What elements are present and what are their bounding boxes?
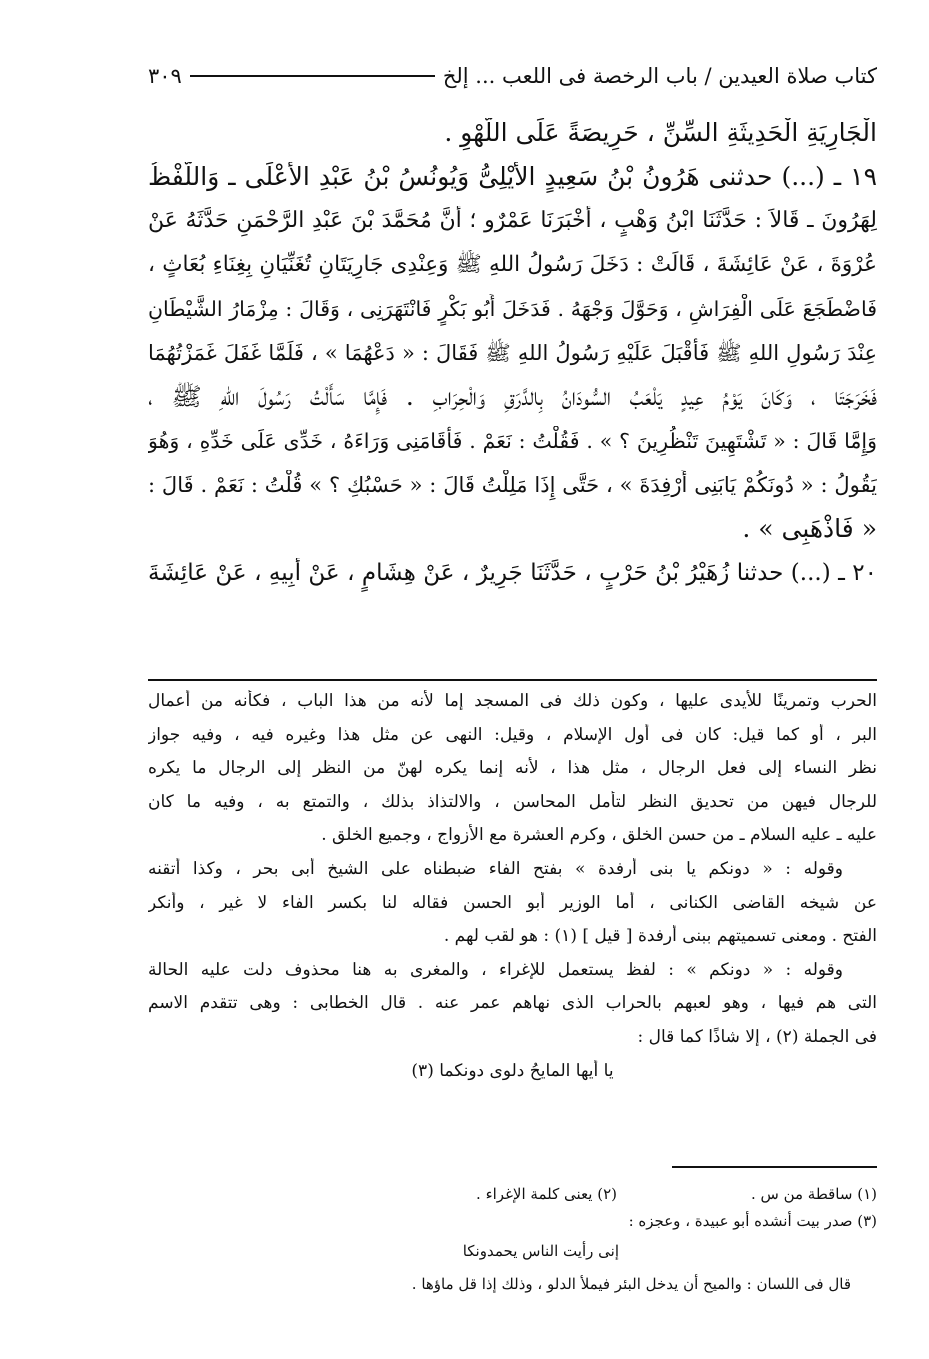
commentary-line: نظر النساء إلى فعل الرجال ، مثل هذا ، لأنه إنما يكره لهنّ من النظر إلى الرجال ما يكره [148, 758, 877, 779]
commentary-line: للرجال فيهن من تحديق النظر لتأمل المحاسن ، والالتذاذ بذلك ، والتمتع به ، وفيه ما كان [148, 791, 877, 812]
page-number: ٣٠٩ [148, 64, 182, 88]
main-line: فَاضْطَجَعَ عَلَى الْفِرَاشِ ، وَحَوَّلَ وَجْهَهُ . فَدَخَلَ أَبُو بَكْرٍ فَانْتَهَرَنِى ، وَقَالَ : مِزْمَارُ الشَّيْطَانِ [148, 297, 877, 321]
main-line: فَخَرَجَتَا ، وَكَانَ يَوْمُ عِيدٍ يَلْعَبُ السُّودَانُ بِالدَّرَقِ وَالْحِرَابِ . فَإِمَّا سَأَلْتُ رَسُولَ اللهِ ﷺ ، [148, 382, 877, 411]
hadith-text [148, 118, 877, 602]
header-title: كتاب صلاة العيدين / باب الرخصة فى اللعب ... إلخ [442, 64, 877, 88]
commentary-line: الحرب وتمرينًا للأيدى عليها ، وكون ذلك فى المسجد إما لأنه من هذا الباب ، فكأنه من أعمال [148, 691, 877, 711]
footnotes [148, 1180, 877, 1300]
main-line: وَإِمَّا قَالَ : « تَشْتَهِينَ تَنْظُرِينَ ؟ » . فَقُلْتُ : نَعَمْ . فَأَقَامَنِى وَرَاءَهُ ، خَدِّى عَلَى خَدِّهِ ، وَهُوَ [148, 429, 877, 453]
running-header [148, 58, 877, 94]
main-line: « فَاذْهَبِى » . [742, 514, 877, 543]
commentary-divider [148, 679, 877, 681]
commentary-line: عليه ـ عليه السلام ـ من حسن الخلق ، وكرم العشرة مع الأزواج ، وجميع الخلق . [321, 825, 877, 846]
commentary-line: وقوله : « دونكم » : لفظ يستعمل للإغراء ، والمغرى به هنا محذوف دلت عليه الحالة [148, 959, 843, 980]
footnote-3: (٣) صدر بيت أنشده أبو عبيدة ، وعجزه : [628, 1211, 877, 1230]
commentary-line: عن شيخه القاضى الكنانى ، أما الوزير أبو الحسن فقاله لنا بكسر الفاء لا غير ، وأنكر [148, 892, 877, 913]
header-rule [190, 75, 435, 77]
footnote-1: (١) ساقطة من س . [750, 1184, 877, 1203]
main-line: عِنْدَ رَسُولِ اللهِ ﷺ فَأَقْبَلَ عَلَيْهِ رَسُولُ اللهِ ﷺ فَقَالَ : « دَعْهُمَا » ، فَلَمَّا غَفَلَ غَمَزْتُهُمَا [148, 341, 877, 365]
commentary-line: الفتح . ومعنى تسميتهم ببنى أرفدة [ قيل ] (١) : هو لقب لهم . [443, 926, 877, 947]
main-line: الْجَارِيَةِ الْحَدِيثَةِ السِّنِّ ، حَرِيصَةً عَلَى اللَّهْوِ . [444, 118, 877, 147]
main-line: لِهَرُونَ ـ قَالاَ : حَدَّثَنَا ابْنُ وَهْبٍ ، أَخْبَرَنَا عَمْرٌو ؛ أَنَّ مُحَمَّدَ بْنَ عَبْدِ الرَّحْمَنِ حَدَّثَهُ عَنْ [148, 208, 877, 233]
main-line: ٢٠ ـ (...) حدثنا زُهَيْرُ بْنُ حَرْبٍ ، حَدَّثَنَا جَرِيرٌ ، عَنْ هِشَامٍ ، عَنْ أَبِيهِ ، عَنْ عَائِشَةَ [148, 560, 877, 586]
commentary-text [148, 690, 877, 1093]
commentary-line: فى الجملة (٢) ، إلا شاذًا كما قال : [637, 1026, 877, 1047]
main-line: عُرْوَةَ ، عَنْ عَائِشَةَ ، قَالَتْ : دَخَلَ رَسُولُ اللهِ ﷺ وَعِنْدِى جَارِيَتَانِ تُغَنِّيَانِ بِغِنَاءِ بُعَاثٍ ، [148, 252, 877, 277]
footnote-lisan: قال فى اللسان : والميح أن يدخل البئر فيملأ الدلو ، وذلك إذا قل ماؤها . [411, 1274, 851, 1293]
footnote-2: (٢) يعنى كلمة الإغراء . [476, 1184, 617, 1203]
main-line: ١٩ ـ (...) حدثنى هَرُونُ بْنُ سَعِيدٍ الأَيْلِىُّ وَيُونُسُ بْنُ عَبْدِ الأَعْلَى ـ وَاللَّفْظُ [148, 162, 877, 191]
footnote-verse: إنى رأيت الناس يحمدونكا [462, 1241, 619, 1260]
footnote-row [148, 1180, 877, 1207]
commentary-line: وقوله : « دونكم يا بنى أرفدة » بفتح الفاء ضبطناه على الشيخ أبى بحر ، وكذا أتقنه [148, 858, 843, 879]
poetry-line: يا أيها المايحُ دلوى دونكما (٣) [411, 1060, 614, 1081]
commentary-line: التى هم فيها ، وهو لعبهم بالحراب الذى نهاهم عمر عنه . قال الخطابى : وهى تتقدم الاسم [148, 993, 877, 1014]
footnote-divider [672, 1166, 877, 1168]
commentary-line: البر ، أو كما قيل: كان فى أول الإسلام ، وقيل: النهى عن مثل هذا وغيره فيه ، وفيه جواز [148, 724, 877, 745]
main-line: يَقُولُ : « دُونَكُمْ يَابَنِى أَرْفِدَةَ » ، حَتَّى إِذَا مَلِلْتُ قَالَ : « حَسْبُكِ ؟ » قُلْتُ : نَعَمْ . قَالَ : [148, 473, 877, 497]
